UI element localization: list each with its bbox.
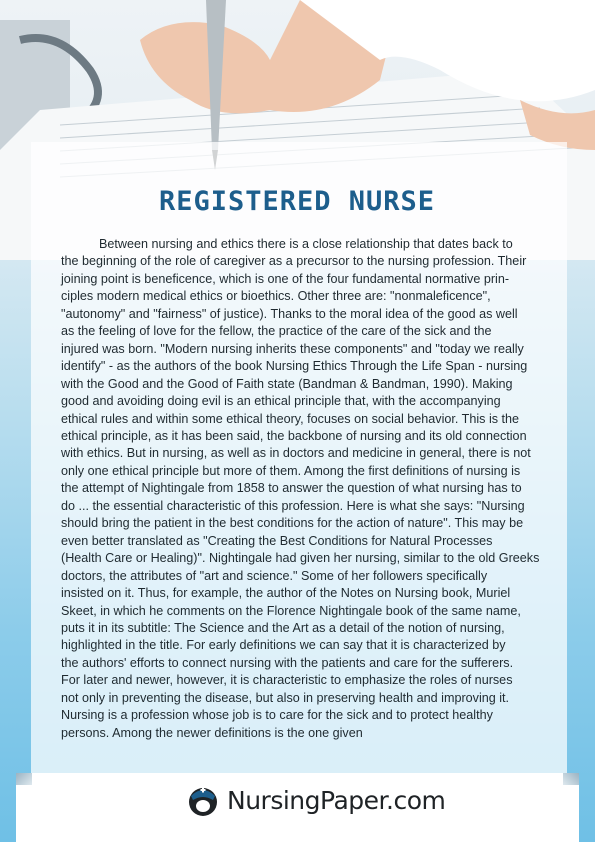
body-line: with ethics. But in nursing, as well as in doctors and medicine in general, there is not <box>61 446 531 461</box>
brand-logo-text: NursingPaper.com <box>227 785 446 815</box>
body-line: puts it in its subtitle: The Science and the Art as a detail of the notion of nursing, <box>61 620 505 635</box>
body-line: should bring the patient in the best conditions for the action of nature". This may be <box>61 516 524 531</box>
body-line: not only in preventing the disease, but also in preserving health and improving it. <box>61 690 510 705</box>
body-line: with the Good and the Good of Faith state (Bandman & Bandman, 1990). Making <box>61 376 513 391</box>
body-line: the attempt of Nightingale from 1858 to answer the question of what nursing has to <box>61 481 522 496</box>
body-line: (Health Care or Healing)". Nightingale had given her nursing, similar to the old Greeks <box>61 551 540 566</box>
body-line: joining point is beneficence, which is one of the four fundamental normative prin- <box>61 271 510 286</box>
body-line: For later and newer, however, it is characteristic to emphasize the roles of nurses <box>61 673 513 688</box>
body-line: as the feeling of love for the fellow, the practice of the care of the sick and the <box>61 324 492 339</box>
body-line: Between nursing and ethics there is a close relationship that dates back to <box>99 237 513 251</box>
body-line: doctors, the attributes of "art and science." Some of her followers specifically <box>61 568 488 583</box>
body-line: injured was born. "Modern nursing inherits these components" and "today we really <box>61 341 524 356</box>
body-line: Nursing is a profession whose job is to care for the sick and to protect healthy <box>61 708 493 723</box>
body-line: ethical principle, as it has been said, the backbone of nursing and its old connection <box>61 428 527 443</box>
body-line: the beginning of the role of caregiver as a precursor to the nursing profession. Their <box>61 254 527 269</box>
body-line: do ... the essential characteristic of this profession. Here is what she says: "Nursing <box>61 498 525 513</box>
body-line: only one ethical principle but more of them. Among the first definitions of nursing is <box>61 463 521 478</box>
body-line: insisted on it. Thus, for example, the author of the Notes on Nursing book, Muriel <box>61 586 511 601</box>
body-line: "autonomy" and "fairness" of justice). Thanks to the moral idea of the good as well <box>61 306 518 321</box>
body-line: identify" - as the authors of the book Nursing Ethics Through the Life Span - nursing <box>61 359 528 374</box>
brand-logo-link[interactable] <box>185 780 445 820</box>
body-line: even better translated as "Creating the Best Conditions for Natural Processes <box>61 533 493 548</box>
body-line: ciples modern medical ethics or bioethics. Other three are: "nonmaleficence", <box>61 289 491 304</box>
article-body <box>61 236 548 742</box>
body-line: the authors' efforts to connect nursing with the patients and care for the sufferers. <box>61 655 514 670</box>
body-line: persons. Among the newer definitions is the one given <box>61 725 363 740</box>
body-line: Skeet, in which he comments on the Florence Nightingale book of the same name, <box>61 603 521 618</box>
footer-fold-left <box>16 773 32 785</box>
body-line: ethical rules and within some ethical theory, focuses on social behavior. This is the <box>61 411 520 426</box>
body-line: highlighted in the title. For early definitions we can say that it is characterized by <box>61 638 506 653</box>
page-title: REGISTERED NURSE <box>158 186 436 217</box>
body-line: good and avoiding doing evil is an ethical principle that, with the accompanying <box>61 394 501 409</box>
nurse-cap-icon <box>185 782 221 818</box>
footer-fold-right <box>563 773 579 785</box>
